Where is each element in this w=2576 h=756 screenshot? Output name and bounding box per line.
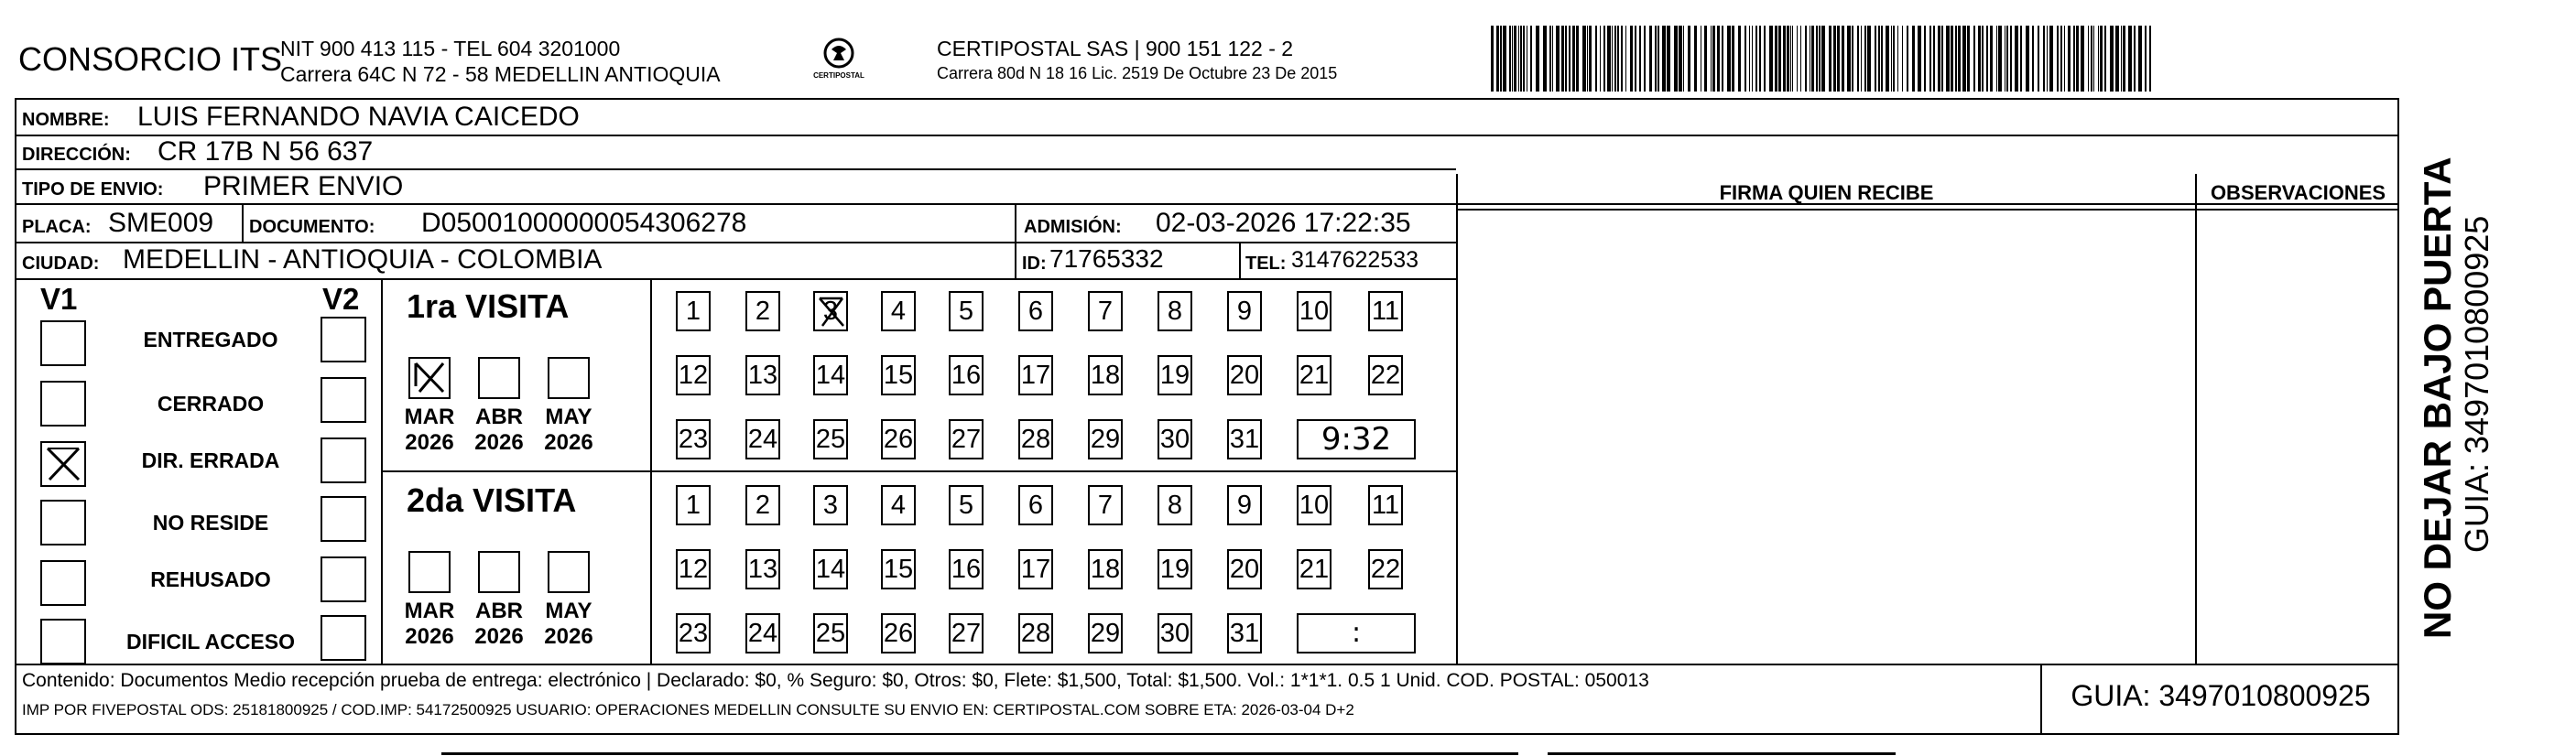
certipostal-logo: [813, 35, 864, 81]
barcode-bar: [1520, 26, 1522, 92]
barcode-bar: [1536, 26, 1539, 92]
nombre-label: NOMBRE:: [22, 110, 110, 130]
tel-label: TEL:: [1245, 254, 1287, 274]
v2-checkbox[interactable]: [321, 496, 366, 542]
barcode-bar: [1658, 26, 1659, 92]
barcode-bar: [2064, 26, 2065, 92]
side-warning: NO DEJAR BAJO PUERTA: [2416, 157, 2459, 639]
barcode-bar: [2093, 26, 2094, 92]
barcode-bar: [1625, 26, 1626, 92]
day-cell[interactable]: 11: [1368, 485, 1403, 525]
v1-checkbox[interactable]: [40, 381, 86, 427]
barcode-bar: [1561, 26, 1564, 92]
barcode-bar: [2123, 26, 2125, 92]
day-cell[interactable]: 13: [745, 355, 780, 395]
day-cell[interactable]: 15: [881, 549, 916, 589]
month-checkbox[interactable]: [548, 357, 590, 399]
barcode-bar: [2091, 26, 2092, 92]
side-guia: GUIA: 3497010800925: [2458, 215, 2495, 553]
direccion-label: DIRECCIÓN:: [22, 145, 131, 165]
barcode-bar: [1556, 26, 1560, 92]
barcode-bar: [2121, 26, 2122, 92]
day-cell[interactable]: 29: [1088, 613, 1123, 653]
barcode-bar: [1612, 26, 1613, 92]
day-cell[interactable]: 30: [1158, 613, 1192, 653]
barcode-bar: [1897, 26, 1898, 92]
barcode-bar: [1549, 26, 1551, 92]
barcode-bar: [1787, 26, 1789, 92]
barcode-bar: [1847, 26, 1851, 92]
barcode-bar: [1603, 26, 1605, 92]
status-label: DIFICIL ACCESO: [125, 630, 295, 653]
barcode-bar: [1769, 26, 1773, 92]
barcode-bar: [1543, 26, 1547, 92]
barcode-bar: [1712, 26, 1715, 92]
day-cell[interactable]: 21: [1297, 355, 1331, 395]
month-label: MAY 2026: [544, 599, 593, 649]
month-checkbox[interactable]: [548, 551, 590, 593]
barcode-bar: [1518, 26, 1519, 92]
barcode-bar: [2110, 26, 2114, 92]
barcode-bar: [1783, 26, 1786, 92]
barcode-bar: [1958, 26, 1961, 92]
day-cell[interactable]: 5: [949, 291, 984, 331]
day-cell[interactable]: 17: [1018, 355, 1053, 395]
day-cell[interactable]: 5: [949, 485, 984, 525]
barcode-bar: [2032, 26, 2034, 92]
barcode-bar: [1805, 26, 1807, 92]
barcode-bar: [1951, 26, 1953, 92]
barcode-bar: [2020, 26, 2022, 92]
admision-value: 02-03-2026 17:22:35: [1156, 208, 1411, 238]
barcode-bar: [1617, 26, 1619, 92]
barcode-bar: [1582, 26, 1586, 92]
barcode-bar: [1955, 26, 1957, 92]
day-cell[interactable]: 27: [949, 419, 984, 459]
barcode-bar: [2134, 26, 2136, 92]
day-cell[interactable]: 12: [676, 355, 711, 395]
v1-checkbox[interactable]: [40, 619, 86, 664]
barcode-bar: [1811, 26, 1814, 92]
month-label: MAR 2026: [404, 599, 455, 649]
barcode-bar: [1842, 26, 1844, 92]
barcode-bar: [1990, 26, 1993, 92]
v2-header: V2: [322, 282, 360, 316]
barcode-bar: [1688, 26, 1690, 92]
barcode-bar: [1667, 26, 1670, 92]
v1-checkbox[interactable]: [40, 441, 86, 487]
footer-guia: GUIA: 3497010800925: [2071, 679, 2371, 712]
company-address: Carrera 64C N 72 - 58 MEDELLIN ANTIOQUIA: [280, 62, 721, 86]
v2-checkbox[interactable]: [321, 377, 366, 423]
barcode-bar: [2076, 26, 2079, 92]
barcode-bar: [1792, 26, 1793, 92]
barcode-bar: [1722, 26, 1723, 92]
barcode-bar: [1878, 26, 1880, 92]
barcode-bar: [1655, 26, 1657, 92]
barcode-bar: [1790, 26, 1791, 92]
admision-label: ADMISIÓN:: [1024, 217, 1122, 237]
day-cell[interactable]: 20: [1227, 549, 1262, 589]
day-cell[interactable]: 9: [1227, 291, 1262, 331]
v2-checkbox[interactable]: [321, 437, 366, 483]
barcode-bar: [1982, 26, 1984, 92]
day-cell[interactable]: 27: [949, 613, 984, 653]
barcode-bar: [1711, 26, 1712, 92]
barcode-bar: [1683, 26, 1684, 92]
barcode-bar: [1929, 26, 1931, 92]
day-cell[interactable]: 26: [881, 613, 916, 653]
ciudad-label: CIUDAD:: [22, 254, 100, 274]
day-cell[interactable]: 1: [676, 291, 711, 331]
barcode-bar: [1500, 26, 1502, 92]
firma-header: FIRMA QUIEN RECIBE: [1719, 181, 1934, 204]
barcode-bar: [2088, 26, 2089, 92]
day-cell[interactable]: 4: [881, 291, 916, 331]
barcode-bar: [1491, 26, 1494, 92]
v1-checkbox[interactable]: [40, 320, 86, 366]
barcode-bar: [1576, 26, 1579, 92]
barcode-bar: [1852, 26, 1853, 92]
day-cell[interactable]: 10: [1297, 291, 1331, 331]
signature-area[interactable]: [1460, 212, 2192, 661]
day-cell[interactable]: 24: [745, 613, 780, 653]
barcode-bar: [1764, 26, 1766, 92]
barcode-bar: [1727, 26, 1731, 92]
barcode-bar: [1523, 26, 1525, 92]
tel-value: 3147622533: [1291, 247, 1419, 273]
barcode: [1491, 26, 2223, 92]
barcode-bar: [1514, 26, 1516, 92]
day-cell[interactable]: 28: [1018, 419, 1053, 459]
day-cell[interactable]: 20: [1227, 355, 1262, 395]
barcode-bar: [2043, 26, 2045, 92]
day-cell[interactable]: 9: [1227, 485, 1262, 525]
barcode-bar: [1717, 26, 1720, 92]
barcode-bar: [2073, 26, 2075, 92]
company-nit: NIT 900 413 115 - TEL 604 3201000: [280, 37, 621, 60]
day-cell[interactable]: 16: [949, 549, 984, 589]
barcode-bar: [1512, 26, 1513, 92]
day-cell[interactable]: 6: [1018, 485, 1053, 525]
day-cell[interactable]: 31: [1227, 419, 1262, 459]
footer-contents: Contenido: Documentos Medio recepción prueba de entrega: electrónico | Declarado: $0, % Seguro: $0, Otros: $0, Flete: $1,500, Total: $1,500. Vol.: 1*1*1. 0.5 1 Unid. COD. POSTAL: 050013: [22, 670, 1649, 691]
carrier-line: CERTIPOSTAL SAS | 900 151 122 - 2: [937, 37, 1294, 60]
day-cell[interactable]: 22: [1368, 549, 1403, 589]
day-cell[interactable]: 18: [1088, 549, 1123, 589]
day-cell[interactable]: 24: [745, 419, 780, 459]
barcode-bar: [1902, 26, 1903, 92]
barcode-bar: [2115, 26, 2119, 92]
barcode-bar: [1962, 26, 1966, 92]
direccion-value: CR 17B N 56 637: [158, 136, 374, 167]
v2-checkbox[interactable]: [321, 615, 366, 661]
barcode-bar: [1704, 26, 1707, 92]
barcode-bar: [1496, 26, 1499, 92]
barcode-bar: [1732, 26, 1734, 92]
v1-checkbox[interactable]: [40, 500, 86, 545]
barcode-bar: [1572, 26, 1575, 92]
day-cell[interactable]: 4: [881, 485, 916, 525]
barcode-bar: [1635, 26, 1636, 92]
barcode-bar: [1607, 26, 1611, 92]
day-cell[interactable]: 26: [881, 419, 916, 459]
company-name: CONSORCIO ITS: [18, 40, 283, 78]
day-cell[interactable]: 2: [745, 485, 780, 525]
barcode-bar: [1986, 26, 1988, 92]
day-cell[interactable]: 8: [1158, 485, 1192, 525]
barcode-bar: [1938, 26, 1940, 92]
barcode-bar: [1893, 26, 1895, 92]
day-cell[interactable]: 13: [745, 549, 780, 589]
barcode-bar: [1778, 26, 1781, 92]
placa-value: SME009: [108, 208, 214, 238]
barcode-bar: [1833, 26, 1836, 92]
barcode-bar: [2015, 26, 2018, 92]
barcode-bar: [1875, 26, 1876, 92]
barcode-bar: [1621, 26, 1623, 92]
barcode-bar: [1881, 26, 1883, 92]
placa-label: PLACA:: [22, 217, 92, 237]
barcode-bar: [1800, 26, 1801, 92]
documento-label: DOCUMENTO:: [249, 217, 375, 237]
nombre-value: LUIS FERNANDO NAVIA CAICEDO: [137, 102, 580, 132]
observaciones-header: OBSERVACIONES: [2210, 181, 2386, 204]
ciudad-value: MEDELLIN - ANTIOQUIA - COLOMBIA: [123, 244, 603, 275]
day-cell[interactable]: 21: [1297, 549, 1331, 589]
barcode-bar: [2104, 26, 2106, 92]
day-cell[interactable]: 12: [676, 549, 711, 589]
status-label: CERRADO: [157, 392, 265, 416]
barcode-bar: [2098, 26, 2099, 92]
v1-header: V1: [40, 282, 78, 316]
barcode-bar: [1912, 26, 1915, 92]
barcode-bar: [1738, 26, 1741, 92]
barcode-bar: [2026, 26, 2029, 92]
barcode-bar: [1755, 26, 1757, 92]
day-cell[interactable]: 6: [1018, 291, 1053, 331]
barcode-bar: [1530, 26, 1532, 92]
day-cell[interactable]: 28: [1018, 613, 1053, 653]
barcode-bar: [1759, 26, 1761, 92]
barcode-bar: [2057, 26, 2059, 92]
barcode-bar: [1857, 26, 1859, 92]
day-cell[interactable]: 11: [1368, 291, 1403, 331]
visit-title: 2da VISITA: [407, 481, 577, 519]
barcode-bar: [1829, 26, 1831, 92]
barcode-bar: [1674, 26, 1678, 92]
barcode-bar: [1996, 26, 1997, 92]
day-cell[interactable]: 2: [745, 291, 780, 331]
id-value: 71765332: [1049, 244, 1164, 273]
barcode-bar: [2149, 26, 2151, 92]
day-cell[interactable]: 18: [1088, 355, 1123, 395]
barcode-bar: [1837, 26, 1840, 92]
barcode-bar: [1595, 26, 1597, 92]
day-cell[interactable]: 3: [813, 485, 848, 525]
day-mark: [817, 295, 846, 329]
day-cell[interactable]: 25: [813, 613, 848, 653]
barcode-bar: [1946, 26, 1950, 92]
barcode-bar: [1644, 26, 1646, 92]
barcode-bar: [2060, 26, 2062, 92]
barcode-bar: [2047, 26, 2048, 92]
day-cell[interactable]: 16: [949, 355, 984, 395]
barcode-bar: [1662, 26, 1666, 92]
day-cell[interactable]: 14: [813, 355, 848, 395]
barcode-bar: [2145, 26, 2147, 92]
barcode-bar: [2100, 26, 2103, 92]
month-label: MAY 2026: [544, 405, 593, 455]
barcode-bar: [1918, 26, 1921, 92]
v2-checkbox[interactable]: [321, 317, 366, 362]
tipo-envio-value: PRIMER ENVIO: [203, 171, 404, 201]
footer-imp: IMP POR FIVEPOSTAL ODS: 25181800925 / COD.IMP: 54172500925 USUARIO: OPERACIONES MEDELLIN CONSULTE SU ENVIO EN: CERTIPOSTAL.COM SOBRE ETA: 2026-03-04 D+2: [22, 701, 1354, 718]
license-line: Carrera 80d N 18 16 Lic. 2519 De Octubre 23 De 2015: [937, 64, 1338, 82]
status-label: NO RESIDE: [152, 511, 269, 535]
barcode-bar: [1861, 26, 1862, 92]
barcode-bar: [1565, 26, 1567, 92]
barcode-bar: [1503, 26, 1506, 92]
day-cell[interactable]: 23: [676, 419, 711, 459]
day-cell[interactable]: 23: [676, 613, 711, 653]
barcode-bar: [2081, 26, 2084, 92]
barcode-bar: [1819, 26, 1821, 92]
barcode-bar: [1967, 26, 1970, 92]
barcode-bar: [1749, 26, 1750, 92]
documento-value: D05001000000054306278: [421, 208, 747, 238]
time-box[interactable]: :: [1297, 613, 1416, 653]
day-cell[interactable]: 17: [1018, 549, 1053, 589]
barcode-bar: [1941, 26, 1943, 92]
barcode-bar: [1886, 26, 1889, 92]
barcode-bar: [1978, 26, 1981, 92]
barcode-bar: [2038, 26, 2039, 92]
day-cell[interactable]: 29: [1088, 419, 1123, 459]
month-label: ABR 2026: [474, 599, 524, 649]
id-label: ID:: [1022, 254, 1047, 274]
month-checkbox[interactable]: [478, 551, 520, 593]
barcode-bar: [1821, 26, 1825, 92]
barcode-bar: [1679, 26, 1682, 92]
day-cell[interactable]: 31: [1227, 613, 1262, 653]
barcode-bar: [1552, 26, 1553, 92]
barcode-bar: [1752, 26, 1753, 92]
barcode-bar: [1867, 26, 1871, 92]
barcode-bar: [1649, 26, 1652, 92]
barcode-bar: [1998, 26, 2002, 92]
barcode-bar: [1933, 26, 1935, 92]
month-label: MAR 2026: [404, 405, 455, 455]
svg-text:CERTIPOSTAL: CERTIPOSTAL: [813, 71, 864, 80]
barcode-bar: [1639, 26, 1641, 92]
v2-checkbox[interactable]: [321, 556, 366, 602]
barcode-bar: [1600, 26, 1601, 92]
barcode-bar: [1569, 26, 1571, 92]
barcode-bar: [1587, 26, 1588, 92]
barcode-bar: [1924, 26, 1926, 92]
day-cell[interactable]: 14: [813, 549, 848, 589]
status-label: ENTREGADO: [143, 328, 278, 351]
status-label: DIR. ERRADA: [141, 448, 280, 472]
bottom-rule-left: [441, 752, 1518, 755]
bottom-rule-right: [1548, 752, 1896, 755]
month-label: ABR 2026: [474, 405, 524, 455]
barcode-bar: [1864, 26, 1866, 92]
barcode-bar: [1589, 26, 1592, 92]
day-cell[interactable]: 7: [1088, 485, 1123, 525]
day-cell[interactable]: 15: [881, 355, 916, 395]
month-checkbox[interactable]: [478, 357, 520, 399]
day-cell[interactable]: 1: [676, 485, 711, 525]
tipo-envio-label: TIPO DE ENVIO:: [22, 179, 164, 200]
day-cell[interactable]: 8: [1158, 291, 1192, 331]
barcode-bar: [2068, 26, 2071, 92]
observations-area[interactable]: [2199, 212, 2397, 661]
barcode-bar: [1509, 26, 1511, 92]
barcode-bar: [1630, 26, 1633, 92]
barcode-bar: [1745, 26, 1746, 92]
barcode-bar: [1907, 26, 1908, 92]
day-cell[interactable]: 25: [813, 419, 848, 459]
barcode-bar: [1816, 26, 1818, 92]
barcode-bar: [1694, 26, 1697, 92]
barcode-bar: [2128, 26, 2132, 92]
barcode-bar: [1891, 26, 1892, 92]
v1-checkbox[interactable]: [40, 560, 86, 606]
day-cell[interactable]: 22: [1368, 355, 1403, 395]
day-cell[interactable]: 7: [1088, 291, 1123, 331]
day-cell[interactable]: 3: [813, 291, 848, 331]
time-box[interactable]: 9:32: [1297, 419, 1416, 459]
barcode-bar: [1973, 26, 1975, 92]
day-cell[interactable]: 30: [1158, 419, 1192, 459]
barcode-bar: [2049, 26, 2053, 92]
status-label: REHUSADO: [150, 567, 271, 591]
month-checkbox[interactable]: [408, 551, 451, 593]
day-cell[interactable]: 10: [1297, 485, 1331, 525]
barcode-bar: [2138, 26, 2142, 92]
barcode-bar: [1797, 26, 1798, 92]
barcode-bar: [1614, 26, 1616, 92]
day-cell[interactable]: 19: [1158, 355, 1192, 395]
month-checkbox[interactable]: [408, 357, 451, 399]
day-cell[interactable]: 19: [1158, 549, 1192, 589]
barcode-bar: [2006, 26, 2008, 92]
barcode-bar: [1775, 26, 1777, 92]
visit-title: 1ra VISITA: [407, 287, 570, 325]
barcode-bar: [2010, 26, 2012, 92]
